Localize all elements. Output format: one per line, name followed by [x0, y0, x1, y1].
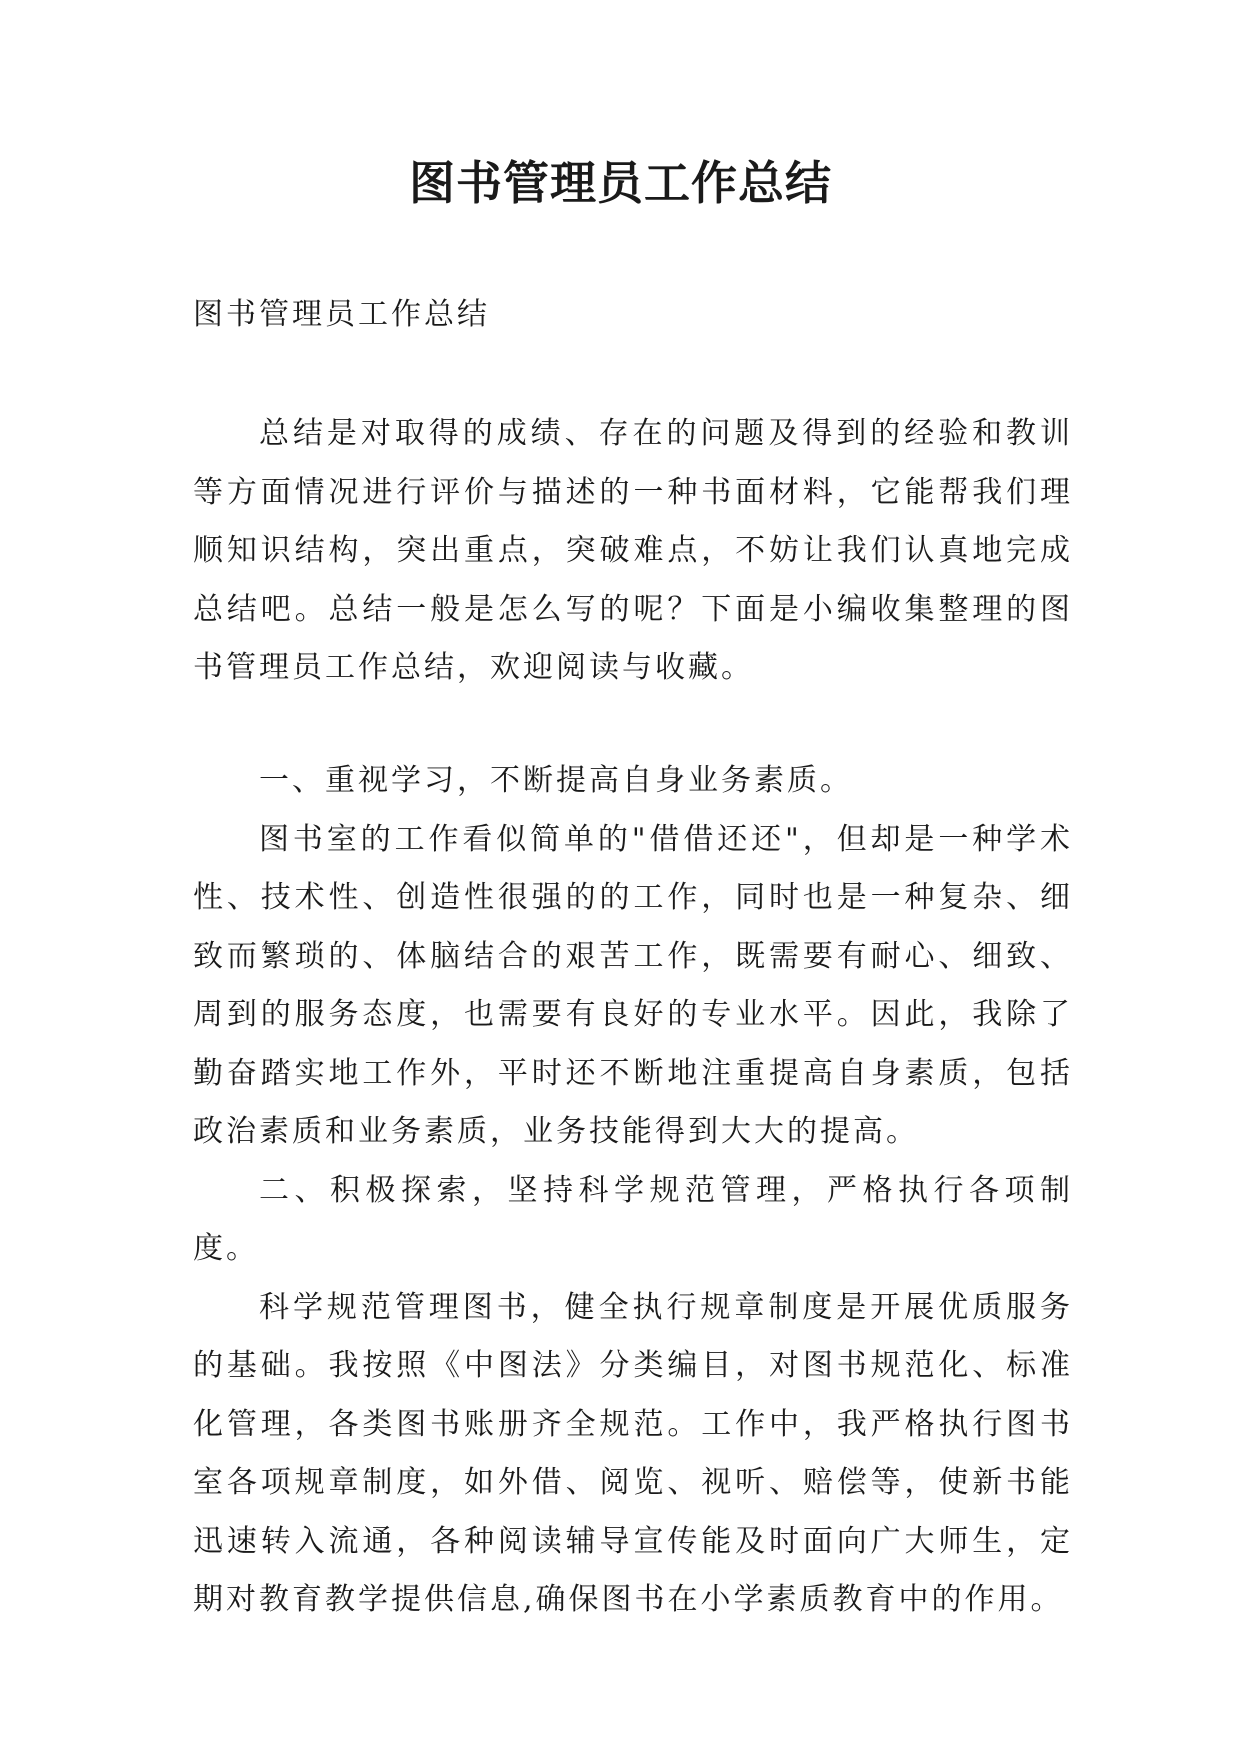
intro-block — [193, 405, 1073, 698]
section-body-1: 图书室的工作看似简单的"借借还还"，但却是一种学术性、技术性、创造性很强的的工作，同时也是一种复杂、细致而繁琐的、体脑结合的艰苦工作，既需要有耐心、细致、周到的服务态度，也需要有良好的专业水平。因此，我除了勤奋踏实地工作外，平时还不断地注重提高自身素质，包括政治素质和业务素质，业务技能得到大大的提高。 — [193, 821, 1073, 1149]
document-subtitle: 图书管理员工作总结 — [193, 297, 490, 332]
section-heading-2: 二、积极探索，坚持科学规范管理，严格执行各项制度。 — [193, 1172, 1073, 1266]
main-content — [193, 752, 1073, 1630]
intro-paragraph: 总结是对取得的成绩、存在的问题及得到的经验和教训等方面情况进行评价与描述的一种书面材料，它能帮我们理顺知识结构，突出重点，突破难点，不妨让我们认真地完成总结吧。总结一般是怎么写的呢？下面是小编收集整理的图书管理员工作总结，欢迎阅读与收藏。 — [193, 416, 1073, 685]
document-title: 图书管理员工作总结 — [409, 156, 832, 210]
section-heading-1: 一、重视学习，不断提高自身业务素质。 — [259, 763, 853, 798]
section-body-2: 科学规范管理图书，健全执行规章制度是开展优质服务的基础。我按照《中图法》分类编目，对图书规范化、标准化管理，各类图书账册齐全规范。工作中，我严格执行图书室各项规章制度，如外借、阅览、视听、赔偿等，使新书能迅速转入流通，各种阅读辅导宣传能及时面向广大师生，定期对教育教学提供信息,确保图书在小学素质教育中的作用。 — [193, 1289, 1073, 1617]
